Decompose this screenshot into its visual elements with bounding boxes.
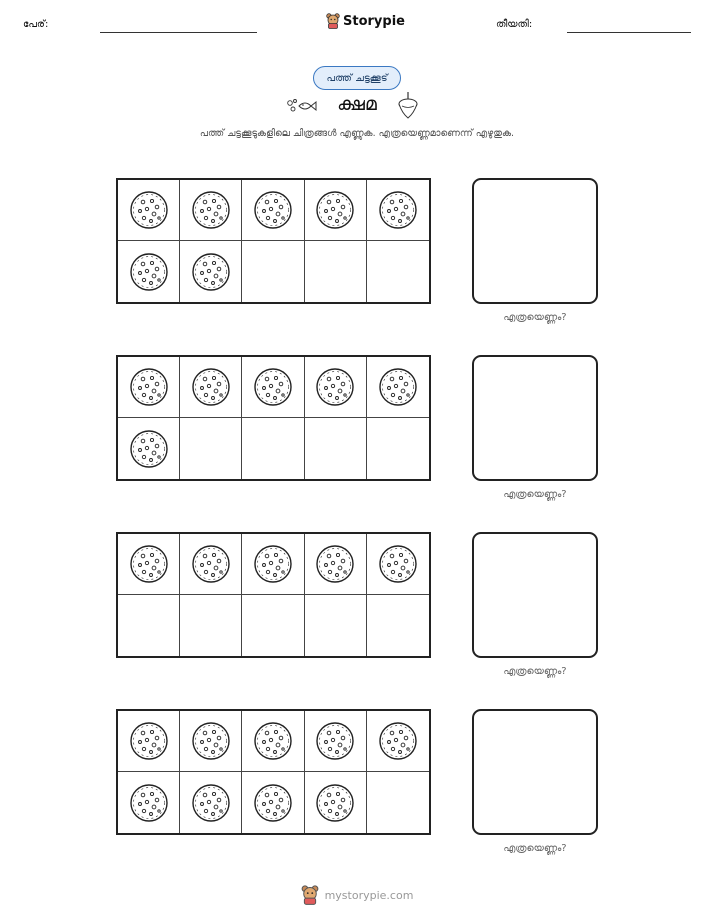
ten-frame-cell <box>367 180 429 241</box>
cookie-icon <box>378 190 418 230</box>
cookie-icon <box>253 544 293 584</box>
ten-frame-cell <box>367 772 429 833</box>
brand-logo <box>326 13 405 29</box>
answer-box[interactable] <box>472 709 598 835</box>
ten-frame-cell <box>367 241 429 302</box>
ten-frame-cell <box>118 418 180 479</box>
cookie-icon <box>191 783 231 823</box>
cookie-icon <box>253 190 293 230</box>
cookie-icon <box>191 367 231 407</box>
cookie-icon <box>315 190 355 230</box>
cookie-icon <box>315 544 355 584</box>
ten-frame-cell <box>242 418 304 479</box>
cookie-icon <box>129 429 169 469</box>
ten-frame <box>116 178 431 304</box>
ten-frame-cell <box>180 418 242 479</box>
ten-frame-cell <box>305 180 367 241</box>
ten-frame-cell <box>118 241 180 302</box>
ten-frame-cell <box>118 595 180 656</box>
answer-box[interactable] <box>472 178 598 304</box>
ten-frame-cell <box>367 418 429 479</box>
cookie-icon <box>129 783 169 823</box>
cookie-icon <box>129 252 169 292</box>
how-many-label: എത്രയെണ്ണം? <box>503 312 567 323</box>
ten-frame-cell <box>305 772 367 833</box>
ten-frame-cell <box>118 711 180 772</box>
footer-url[interactable]: mystorypie.com <box>324 888 414 902</box>
cookie-icon <box>129 544 169 584</box>
cookie-icon <box>129 190 169 230</box>
cookie-icon <box>253 721 293 761</box>
ten-frame-cell <box>118 534 180 595</box>
name-line[interactable] <box>100 32 257 33</box>
ten-frame-cell <box>242 241 304 302</box>
how-many-label: എത്രയെണ്ണം? <box>503 843 567 854</box>
cookie-icon <box>191 190 231 230</box>
cookie-icon <box>315 783 355 823</box>
cookie-icon <box>378 367 418 407</box>
ten-frame-cell <box>180 357 242 418</box>
ten-frame-cell <box>118 180 180 241</box>
cookie-icon <box>315 367 355 407</box>
date-label: തീയതി: <box>496 19 533 30</box>
ten-frame-cell <box>367 357 429 418</box>
spinning-top-icon <box>397 91 419 121</box>
instruction-text: പത്ത് ചട്ടക്കൂടുകളിലെ ചിത്രങ്ങൾ എണ്ണുക. എത്രയെണ്ണമാണെന്ന് എഴുതുക. <box>199 128 515 139</box>
ten-frame-cell <box>305 241 367 302</box>
ten-frame-cell <box>367 595 429 656</box>
ten-frame-cell <box>367 711 429 772</box>
ten-frame-cell <box>180 772 242 833</box>
ten-frame-cell <box>305 595 367 656</box>
cookie-icon <box>315 721 355 761</box>
name-label: പേര്: <box>23 19 49 30</box>
category-pill: പത്ത് ചട്ടക്കൂട് <box>313 66 401 90</box>
cookie-icon <box>191 721 231 761</box>
ten-frame-cell <box>242 772 304 833</box>
brand-name: Storypie <box>343 13 405 29</box>
storypie-bear-logo-icon <box>326 13 340 29</box>
ten-frame-cell <box>242 357 304 418</box>
ten-frame-cell <box>367 534 429 595</box>
ten-frame <box>116 355 431 481</box>
cookie-icon <box>253 367 293 407</box>
ten-frame-cell <box>118 772 180 833</box>
answer-box[interactable] <box>472 355 598 481</box>
ten-frame-cell <box>242 595 304 656</box>
ten-frame-cell <box>180 241 242 302</box>
ten-frame-cell <box>305 534 367 595</box>
answer-box[interactable] <box>472 532 598 658</box>
ten-frame-cell <box>242 534 304 595</box>
ten-frame-cell <box>242 711 304 772</box>
ten-frame-cell <box>305 711 367 772</box>
ten-frame-cell <box>180 180 242 241</box>
cookie-icon <box>378 721 418 761</box>
how-many-label: എത്രയെണ്ണം? <box>503 489 567 500</box>
vocabulary-word: ക്ഷമ <box>337 93 377 115</box>
fish-bubbles-icon <box>286 96 318 116</box>
ten-frame <box>116 532 431 658</box>
ten-frame-cell <box>180 534 242 595</box>
cookie-icon <box>129 367 169 407</box>
footer <box>0 885 714 905</box>
cookie-icon <box>191 544 231 584</box>
how-many-label: എത്രയെണ്ണം? <box>503 666 567 677</box>
cookie-icon <box>191 252 231 292</box>
ten-frame-cell <box>180 595 242 656</box>
ten-frame <box>116 709 431 835</box>
storypie-bear-logo-icon <box>301 885 319 905</box>
cookie-icon <box>378 544 418 584</box>
ten-frame-cell <box>180 711 242 772</box>
ten-frame-cell <box>305 357 367 418</box>
cookie-icon <box>129 721 169 761</box>
date-line[interactable] <box>567 32 691 33</box>
cookie-icon <box>253 783 293 823</box>
ten-frame-cell <box>242 180 304 241</box>
ten-frame-cell <box>305 418 367 479</box>
ten-frame-cell <box>118 357 180 418</box>
